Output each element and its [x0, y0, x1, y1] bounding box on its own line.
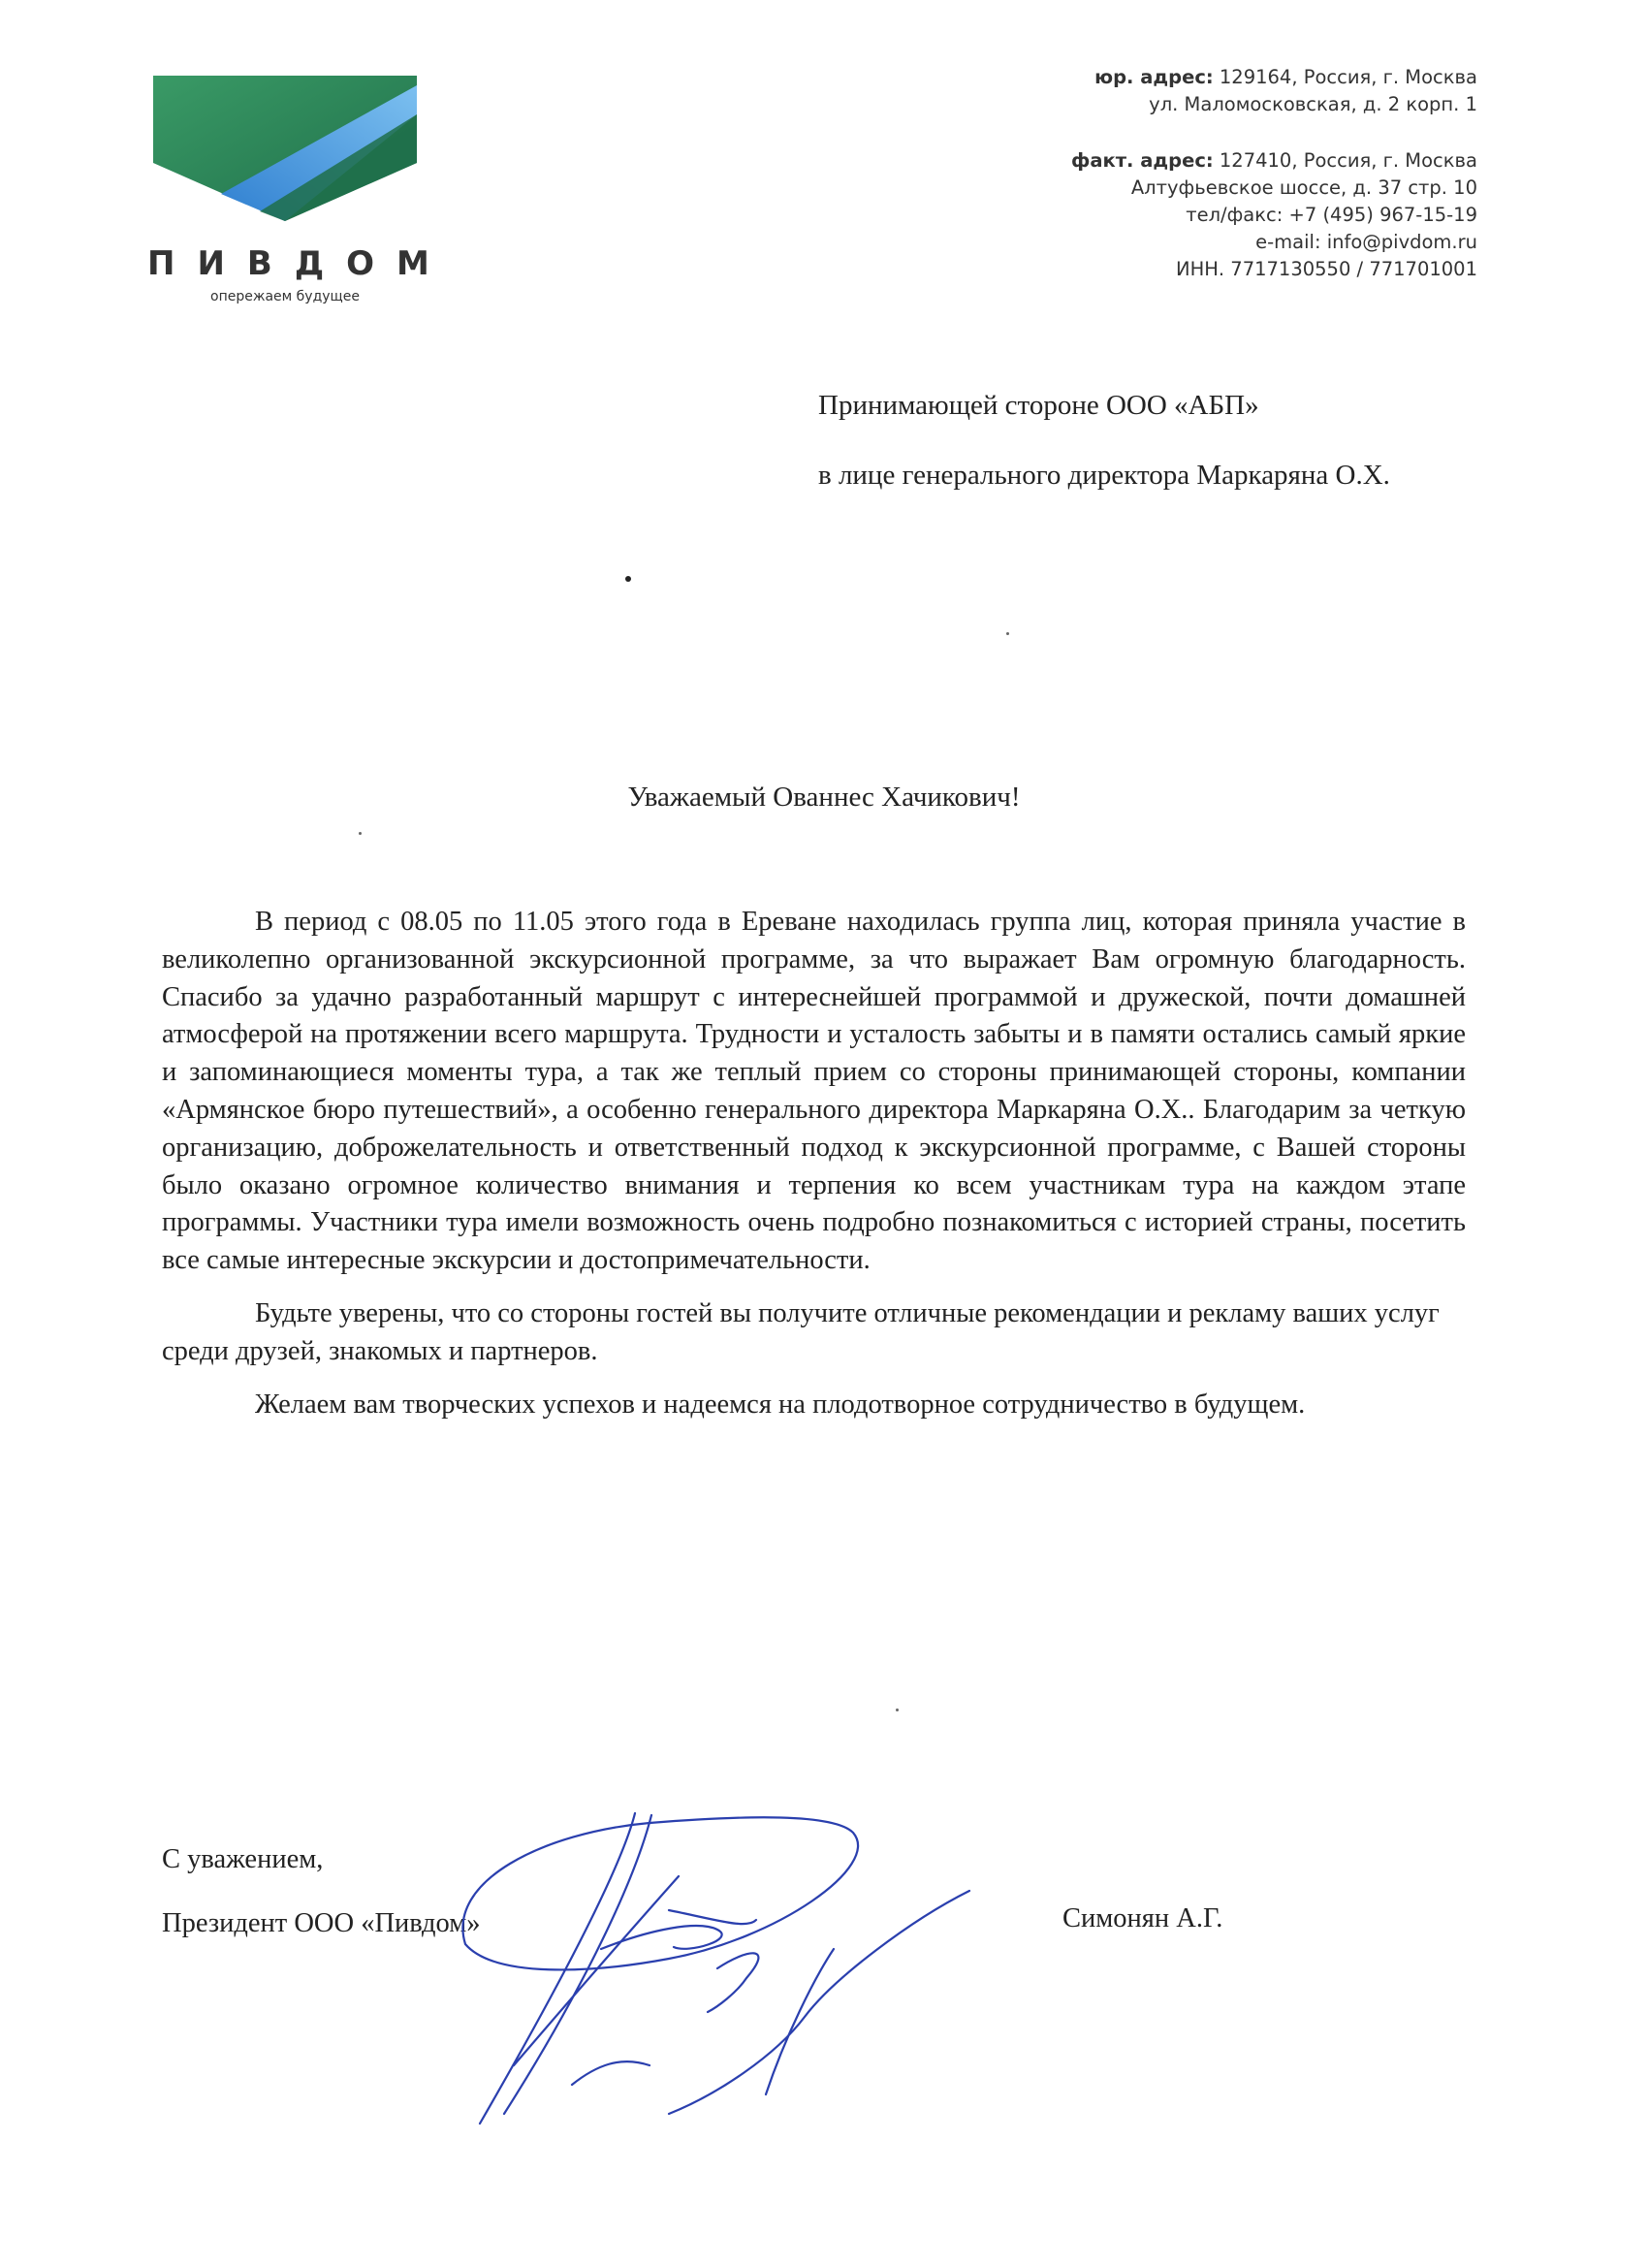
address-block [935, 64, 1477, 283]
actual-address-line2: Алтуфьевское шоссе, д. 37 стр. 10 [1130, 176, 1477, 199]
legal-address-line1: 129164, Россия, г. Москва [1213, 66, 1477, 88]
body-paragraph: Будьте уверены, что со стороны гостей вы получите отличные рекомендации и рекламу ваших услуг среди друзей, знакомых и партнеров. [162, 1297, 1440, 1366]
legal-address-label: юр. адрес: [1094, 66, 1214, 88]
signer-name: Симонян А.Г. [1062, 1903, 1223, 1933]
actual-address-line1: 127410, Россия, г. Москва [1213, 149, 1477, 172]
closing-regards: С уважением, [162, 1844, 324, 1874]
brand-tagline: опережаем будущее [210, 289, 360, 304]
actual-address-label: факт. адрес: [1070, 149, 1214, 172]
legal-address-line2: ул. Маломосковская, д. 2 корп. 1 [1149, 93, 1477, 115]
body-paragraph: Желаем вам творческих успехов и надеемся на плодотворное сотрудничество в будущем. [255, 1389, 1306, 1420]
handwritten-signature [427, 1774, 1008, 2162]
stray-speck [896, 1709, 899, 1711]
email: e-mail: info@pivdom.ru [1255, 231, 1477, 253]
stray-dot [625, 576, 631, 582]
signer-position: Президент ООО «Пивдом» [162, 1908, 481, 1938]
phone-fax: тел/факс: +7 (495) 967-15-19 [1186, 204, 1477, 226]
recipient-line-2: в лице генерального директора Маркаряна О.Х. [818, 460, 1390, 491]
brand-name: ПИВДОМ [147, 244, 452, 283]
company-logo [153, 76, 417, 221]
stray-speck [1006, 632, 1009, 635]
stray-speck [359, 832, 362, 835]
letter-body [162, 904, 1466, 1439]
recipient-line-1: Принимающей стороне ООО «АБП» [818, 390, 1259, 421]
salutation: Уважаемый Ованнес Хачикович! [627, 782, 1021, 813]
recipient-block [818, 390, 1390, 529]
body-paragraph: В период с 08.05 по 11.05 этого года в Ереване находилась группа лиц, которая приняла участие в великолепно организованной экскурсионной программе, за что выражает Вам огромную благодарность. Спасибо за удачно разработанный маршрут с интереснейшей программой и дружеской, почти домашней атмосферой на протяжении всего маршрута. Трудности и усталость забыты и в памяти остались самый яркие и запоминающиеся моменты тура, а так же теплый прием со стороны принимающей стороны, компании «Армянское бюро путешествий», а особенно генерального директора Маркаряна О.Х.. Благодарим за четкую организацию, доброжелательность и ответственный подход к экскурсионной программе, с Вашей стороны было оказано огромное количество внимания и терпения ко всем участникам тура на каждом этапе программы. Участники тура имели возможность очень подробно познакомиться с историей страны, посетить все самые интересные экскурсии и достопримечательности. [162, 907, 1466, 1276]
inn: ИНН. 7717130550 / 771701001 [1175, 258, 1477, 280]
logo-emblem-icon [153, 76, 417, 221]
